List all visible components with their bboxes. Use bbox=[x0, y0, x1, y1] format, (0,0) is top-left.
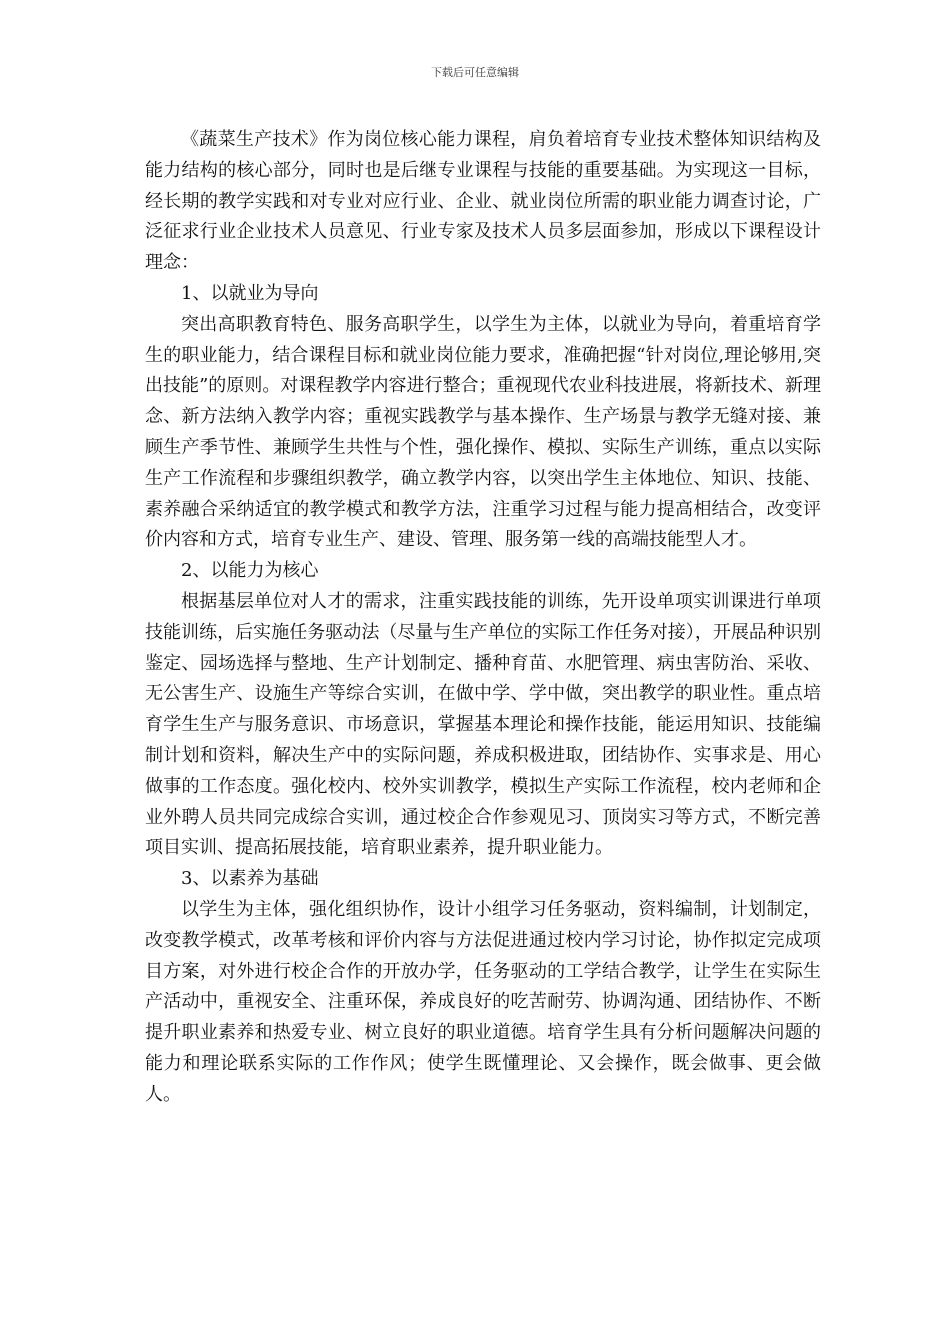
section-heading-employment: 1、以就业为导向 bbox=[181, 282, 319, 304]
ability-paragraph: 根据基层单位对人才的需求，注重实践技能的训练，先开设单项实训课进行单项技能训练，后实施任务驱动法（尽量与生产单位的实际工作任务对接），开展品种识别鉴定、园场选择与整地、生产计划制定、播种育苗、水肥管理、病虫害防治、采收、无公害生产、设施生产等综合实训，在做中学、学中做，突出教学的职业性。重点培育学生生产与服务意识、市场意识，掌握基本理论和操作技能，能运用知识、技能编制计划和资料，解决生产中的实际问题，养成积极进取，团结协作、实事求是、用心做事的工作态度。强化校内、校外实训教学，模拟生产实际工作流程，校内老师和企业外聘人员共同完成综合实训，通过校企合作参观见习、顶岗实习等方式，不断完善项目实训、提高拓展技能，培育职业素养，提升职业能力。 bbox=[145, 590, 821, 859]
intro-paragraph: 《蔬菜生产技术》作为岗位核心能力课程，肩负着培育专业技术整体知识结构及能力结构的核心部分，同时也是后继专业课程与技能的重要基础。为实现这一目标，经长期的教学实践和对专业对应行业、企业、就业岗位所需的职业能力调查讨论，广泛征求行业企业技术人员意见、行业专家及技术人员多层面参加，形成以下课程设计理念： bbox=[145, 129, 821, 274]
quality-paragraph: 以学生为主体，强化组织协作，设计小组学习任务驱动，资料编制，计划制定，改变教学模式，改革考核和评价内容与方法促进通过校内学习讨论，协作拟定完成项目方案，对外进行校企合作的开放办学，任务驱动的工学结合教学，让学生在实际生产活动中，重视安全、注重环保，养成良好的吃苦耐劳、协调沟通、团结协作、不断提升职业素养和热爱专业、树立良好的职业道德。培育学生具有分析问题解决问题的能力和理论联系实际的工作作风；使学生既懂理论、又会操作，既会做事、更会做人。 bbox=[145, 898, 821, 1105]
page-header: 下载后可任意编辑 bbox=[431, 66, 519, 79]
employment-paragraph: 突出高职教育特色、服务高职学生，以学生为主体，以就业为导向，着重培育学生的职业能力，结合课程目标和就业岗位能力要求，准确把握“针对岗位,理论够用,突出技能”的原则。对课程教学内容进行整合；重视现代农业科技进展，将新技术、新理念、新方法纳入教学内容；重视实践教学与基本操作、生产场景与教学无缝对接、兼顾生产季节性、兼顾学生共性与个性，强化操作、模拟、实际生产训练，重点以实际生产工作流程和步骤组织教学，确立教学内容，以突出学生主体地位、知识、技能、素养融合采纳适宜的教学模式和教学方法，注重学习过程与能力提高相结合，改变评价内容和方式，培育专业生产、建设、管理、服务第一线的高端技能型人才。 bbox=[145, 313, 821, 551]
document-body bbox=[145, 125, 821, 1111]
section-heading-quality: 3、以素养为基础 bbox=[181, 868, 319, 890]
section-heading-ability: 2、以能力为核心 bbox=[181, 560, 319, 582]
